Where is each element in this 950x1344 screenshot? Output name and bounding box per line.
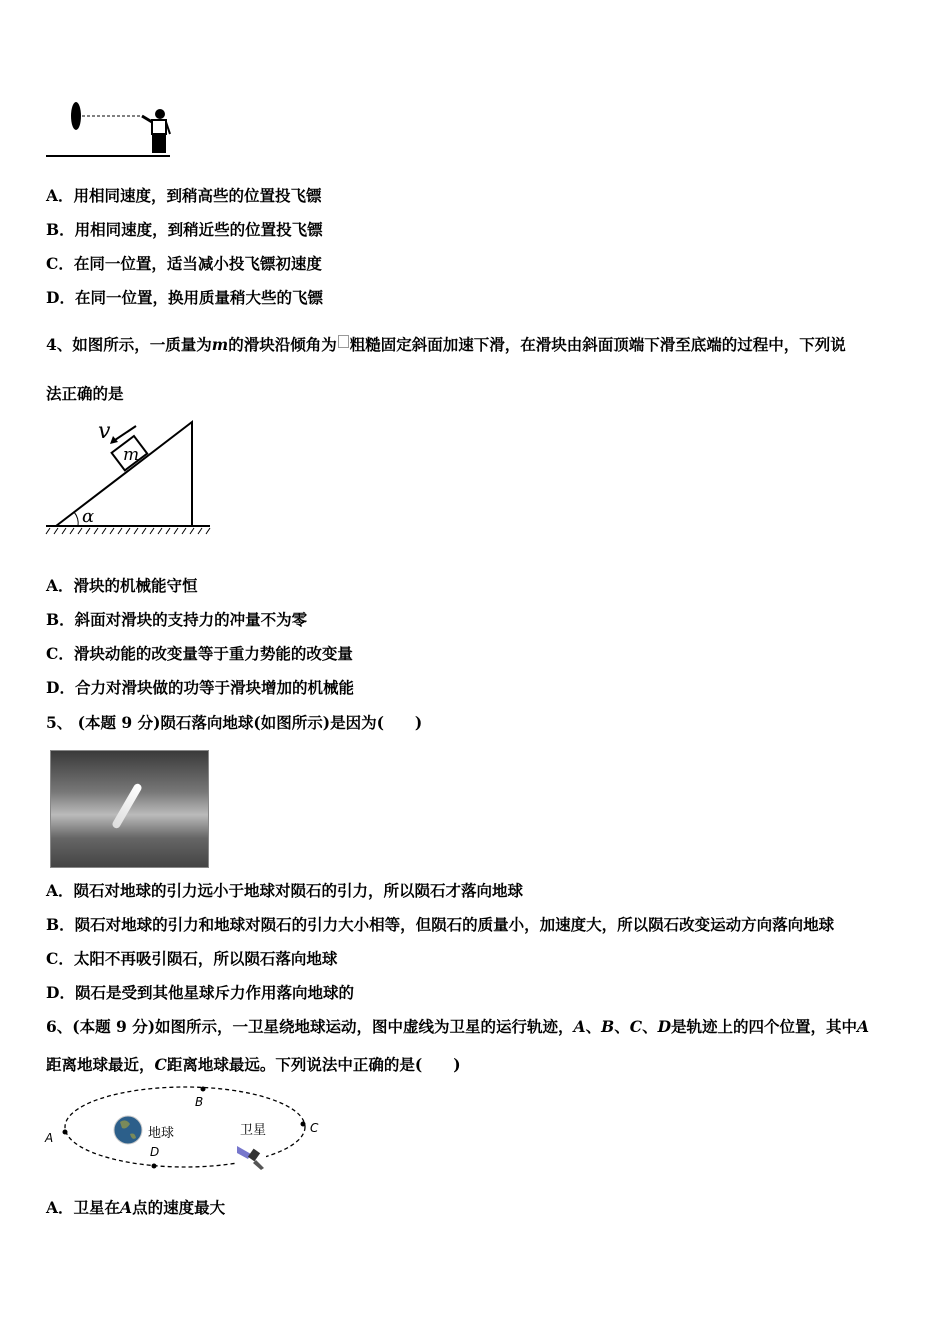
option-letter: D． — [46, 288, 75, 307]
option-3a — [46, 186, 322, 206]
question-5-stem: 5、 (本题 9 分)陨石落向地球(如图所示)是因为( ) — [46, 713, 423, 732]
dartboard — [71, 102, 81, 130]
missing-symbol-icon — [338, 335, 349, 348]
stem-text: 、 — [614, 1017, 630, 1036]
option-letter: B． — [46, 220, 75, 239]
variable: A — [120, 1198, 133, 1217]
option-5b — [46, 915, 834, 935]
option-text: 用相同速度，到稍近些的位置投飞镖 — [74, 220, 323, 239]
person-icon — [142, 109, 170, 153]
stem-text: 粗糙固定斜面加速下滑，在滑块由斜面顶端下滑至底端的过程中，下列说 — [349, 335, 846, 354]
option-text: 卫星在 — [73, 1198, 121, 1217]
point-label-a: A — [45, 1131, 54, 1145]
orbit-figure — [40, 1082, 340, 1182]
variable: C — [629, 1017, 643, 1036]
question-6-stem-cont — [46, 1055, 461, 1075]
option-text: 陨石是受到其他星球斥力作用落向地球的 — [74, 983, 354, 1002]
stem-text: 6、(本题 9 分)如图所示，一卫星绕地球运动，图中虚线为卫星的运行轨迹， — [46, 1017, 574, 1036]
option-letter: D． — [46, 678, 75, 697]
option-5a — [46, 881, 523, 901]
earth-label: 地球 — [148, 1126, 175, 1141]
option-text: 点的速度最大 — [132, 1198, 226, 1217]
option-letter: A． — [46, 1198, 74, 1217]
stem-text: 距离地球最远。下列说法中正确的是( ) — [166, 1055, 461, 1074]
option-text: 太阳不再吸引陨石，所以陨石落向地球 — [73, 949, 338, 968]
option-3b — [46, 220, 323, 240]
question-4-stem — [46, 335, 846, 355]
option-4d — [46, 678, 354, 698]
variable: A — [857, 1017, 870, 1036]
option-letter: A． — [46, 186, 74, 205]
point-label-b: B — [195, 1095, 204, 1109]
option-5c — [46, 949, 337, 969]
variable: C — [154, 1055, 167, 1074]
angle-label: α — [82, 506, 95, 527]
block-label: m — [123, 445, 140, 465]
option-text: 在同一位置，换用质量稍大些的飞镖 — [74, 288, 323, 307]
option-letter: B． — [46, 915, 75, 934]
option-text: 在同一位置，适当减小投飞镖初速度 — [73, 254, 322, 273]
satellite-label: 卫星 — [240, 1123, 267, 1138]
option-4a — [46, 576, 198, 596]
option-text: 用相同速度，到稍高些的位置投飞镖 — [73, 186, 322, 205]
question-4-stem-cont: 法正确的是 — [46, 384, 124, 403]
variable: D — [657, 1017, 672, 1036]
option-text: 滑块动能的改变量等于重力势能的改变量 — [73, 644, 353, 663]
option-4b — [46, 610, 307, 630]
option-text: 滑块的机械能守恒 — [73, 576, 198, 595]
variable: B — [601, 1017, 615, 1036]
satellite-icon — [236, 1142, 266, 1170]
stem-text: 的滑块沿倾角为 — [228, 335, 337, 354]
option-text: 陨石对地球的引力远小于地球对陨石的引力，所以陨石才落向地球 — [73, 881, 524, 900]
option-letter: B． — [46, 610, 75, 629]
orbit-path — [65, 1087, 305, 1167]
option-letter: D． — [46, 983, 75, 1002]
point-label-c: C — [310, 1121, 319, 1135]
stem-text: 、 — [585, 1017, 602, 1036]
option-text: 斜面对滑块的支持力的冲量不为零 — [74, 610, 308, 629]
meteor-trail — [111, 782, 143, 829]
incline-slope — [56, 422, 192, 526]
stem-text: 4、如图所示，一质量为 — [46, 335, 212, 354]
option-text: 合力对滑块做的功等于滑块增加的机械能 — [74, 678, 354, 697]
option-letter: A． — [46, 881, 74, 900]
option-letter: C． — [46, 949, 74, 968]
option-letter: A． — [46, 576, 74, 595]
point-label-d: D — [150, 1145, 160, 1159]
option-3c — [46, 254, 322, 274]
question-6-stem — [46, 1017, 869, 1037]
stem-text: 距离地球最近， — [46, 1055, 155, 1074]
variable-m: m — [211, 335, 229, 354]
dart-throwing-figure — [44, 96, 174, 160]
option-letter: C． — [46, 254, 74, 273]
option-text: 陨石对地球的引力和地球对陨石的引力大小相等，但陨石的质量小，加速度大，所以陨石改变运动方向落向地球 — [74, 915, 835, 934]
incline-figure — [44, 418, 214, 540]
option-4c — [46, 644, 353, 664]
stem-text: 是轨迹上的四个位置，其中 — [671, 1017, 858, 1036]
stem-text: 、 — [642, 1017, 658, 1036]
option-6a — [46, 1198, 225, 1218]
option-5d — [46, 983, 354, 1003]
earth-icon — [114, 1116, 142, 1144]
variable: A — [573, 1017, 586, 1036]
option-letter: C． — [46, 644, 74, 663]
velocity-label: v — [98, 419, 111, 444]
option-3d — [46, 288, 323, 308]
meteor-image — [50, 750, 209, 868]
